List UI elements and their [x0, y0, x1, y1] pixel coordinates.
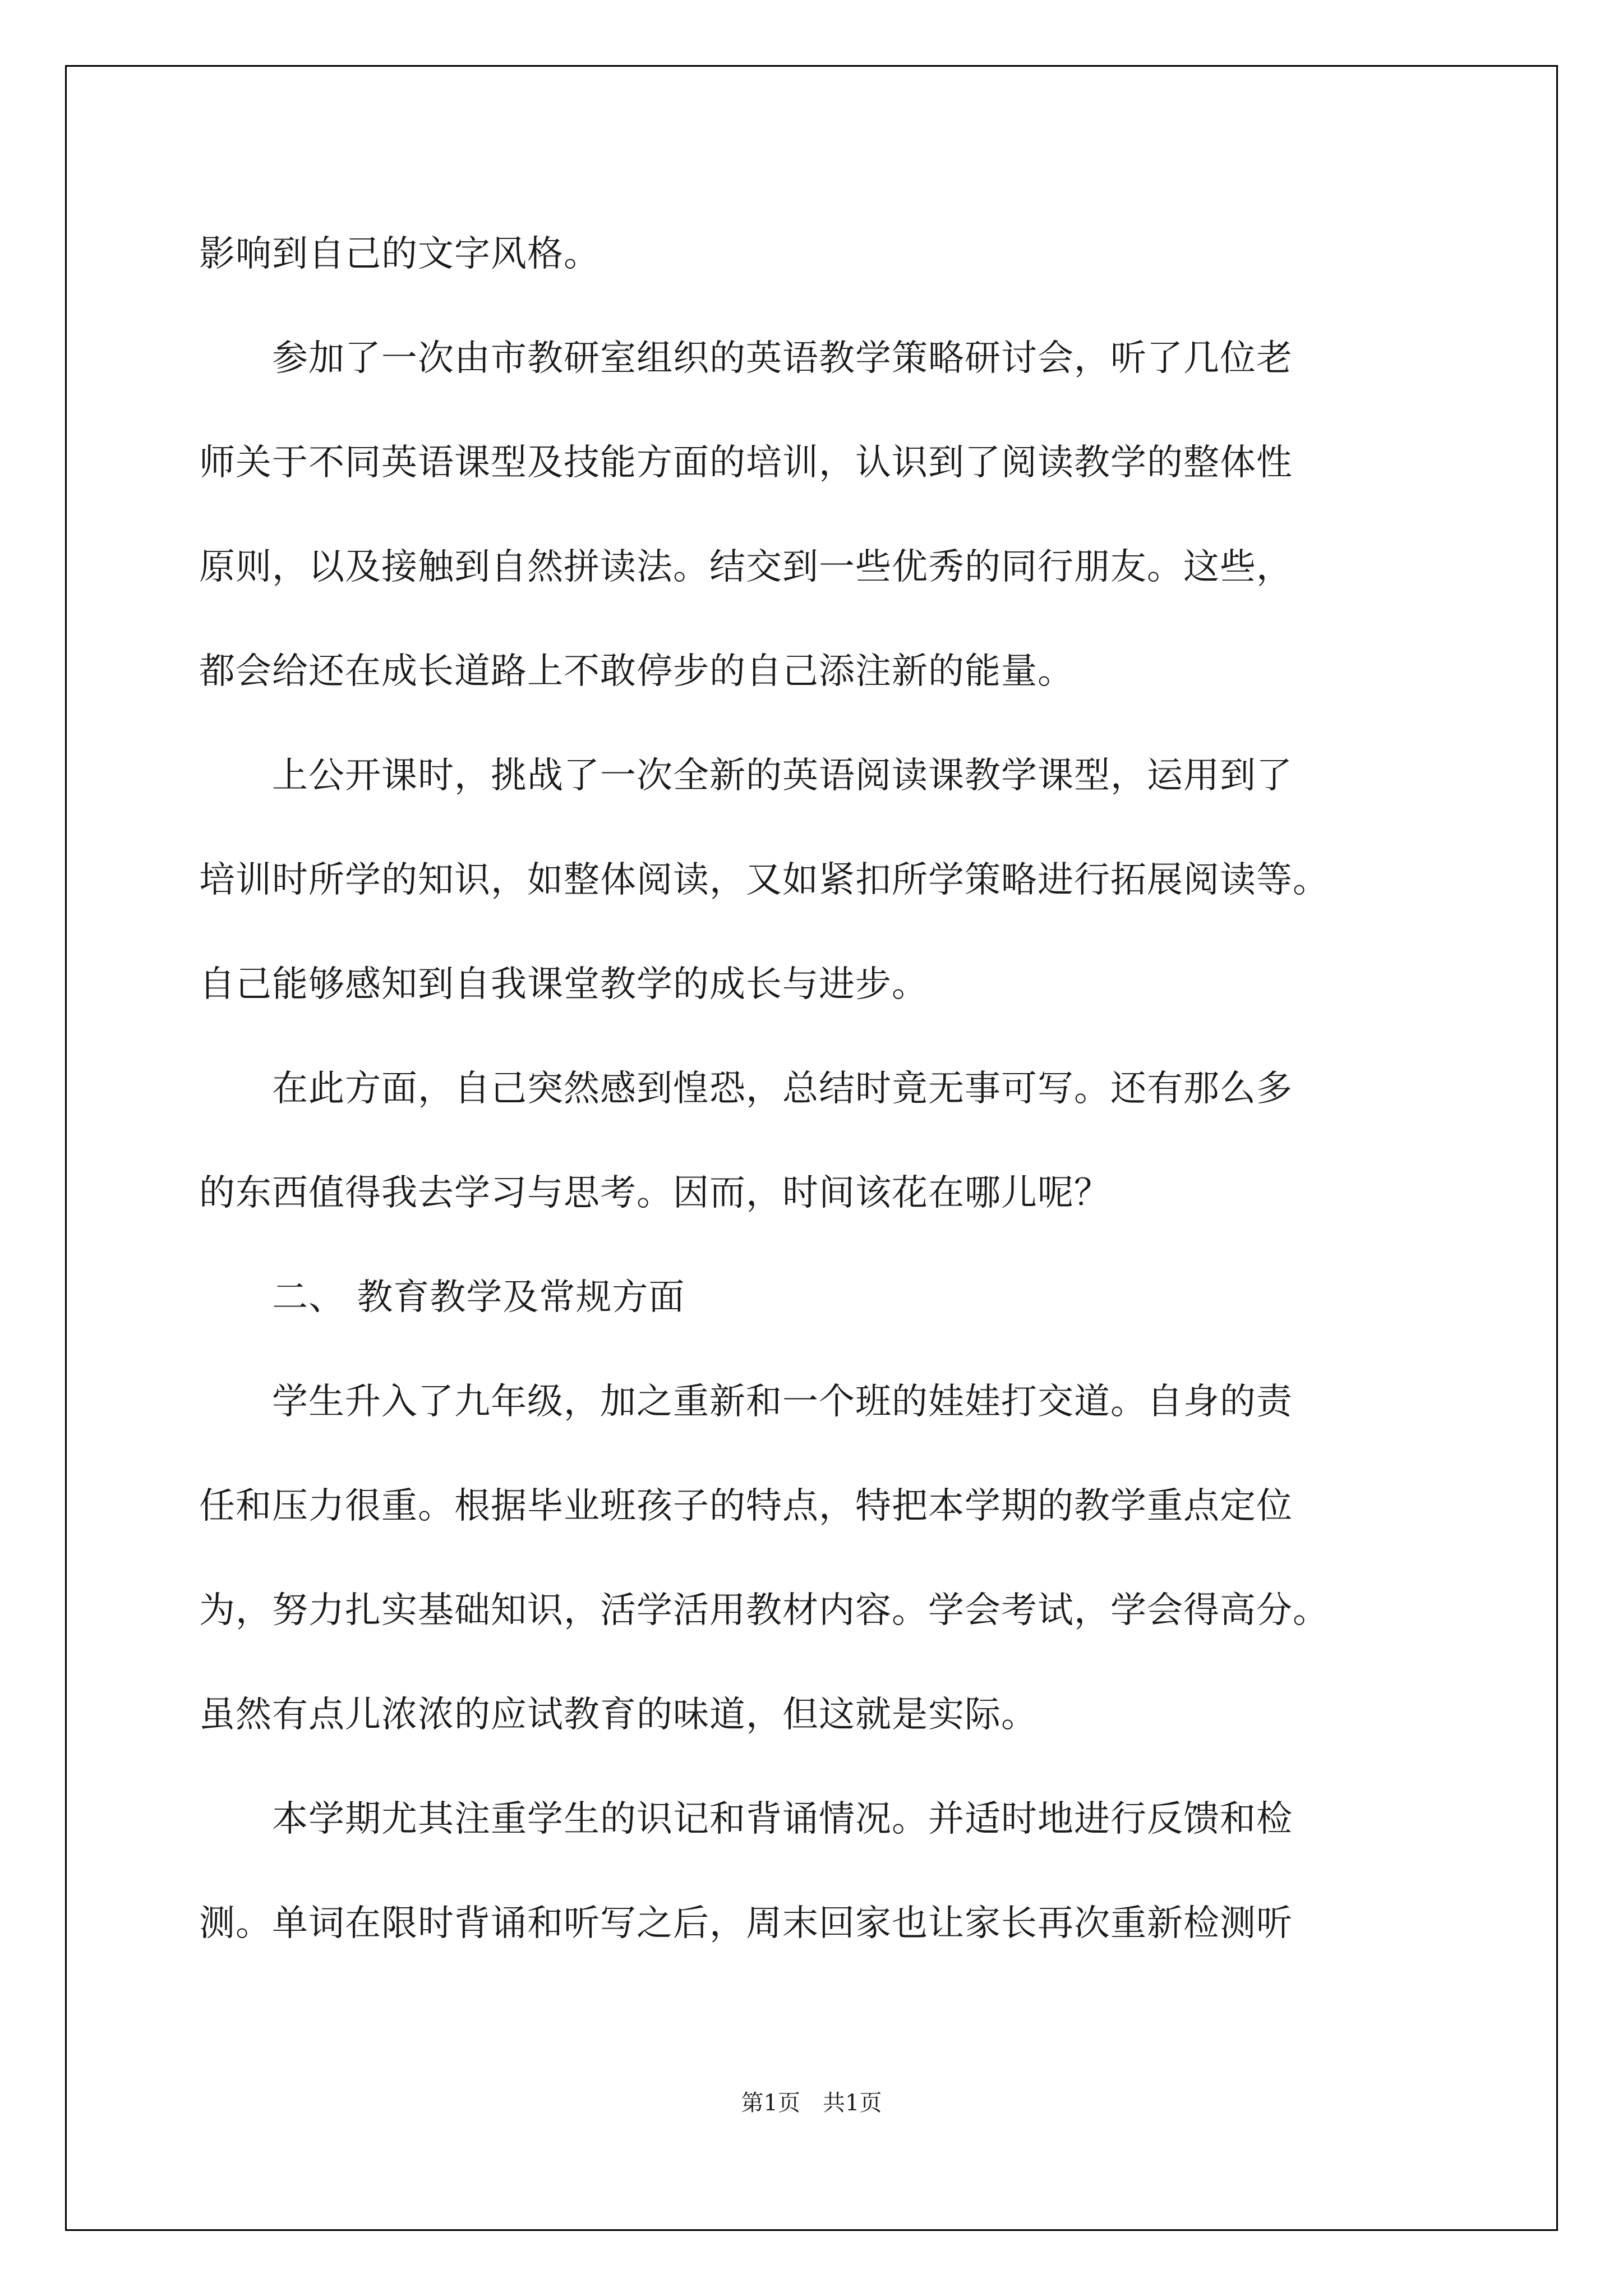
text-line: 上公开课时，挑战了一次全新的英语阅读课教学课型，运用到了	[199, 755, 1293, 797]
text-line: 本学期尤其注重学生的识记和背诵情况。并适时地进行反馈和检	[199, 1798, 1293, 1840]
text-line: 都会给还在成长道路上不敢停步的自己添注新的能量。	[199, 651, 1074, 692]
text-line: 在此方面，自己突然感到惶恐，总结时竟无事可写。还有那么多	[199, 1068, 1293, 1110]
page-footer: 第1页 共1页	[741, 2090, 882, 2116]
text-line: 自己能够感知到自我课堂教学的成长与进步。	[199, 964, 928, 1005]
text-line: 参加了一次由市教研室组织的英语教学策略研讨会，听了几位老	[199, 338, 1293, 379]
text-line: 虽然有点儿浓浓的应试教育的味道，但这就是实际。	[199, 1694, 1038, 1736]
section-heading: 二、 教育教学及常规方面	[199, 1277, 685, 1318]
text-line: 为，努力扎实基础知识，活学活用教材内容。学会考试，学会得高分。	[199, 1590, 1329, 1631]
document-body	[199, 202, 1455, 1976]
text-line: 学生升入了九年级，加之重新和一个班的娃娃打交道。自身的责	[199, 1381, 1293, 1423]
text-line: 测。单词在限时背诵和听写之后，周末回家也让家长再次重新检测听	[199, 1903, 1293, 1944]
text-line: 原则，以及接触到自然拼读法。结交到一些优秀的同行朋友。这些，	[199, 546, 1293, 588]
text-line: 的东西值得我去学习与思考。因而，时间该花在哪儿呢？	[199, 1172, 1110, 1214]
text-line: 培训时所学的知识，如整体阅读，又如紧扣所学策略进行拓展阅读等。	[199, 859, 1329, 901]
text-line: 任和压力很重。根据毕业班孩子的特点，特把本学期的教学重点定位	[199, 1485, 1293, 1527]
text-line: 师关于不同英语课型及技能方面的培训，认识到了阅读教学的整体性	[199, 442, 1293, 484]
text-line: 影响到自己的文字风格。	[199, 233, 600, 275]
